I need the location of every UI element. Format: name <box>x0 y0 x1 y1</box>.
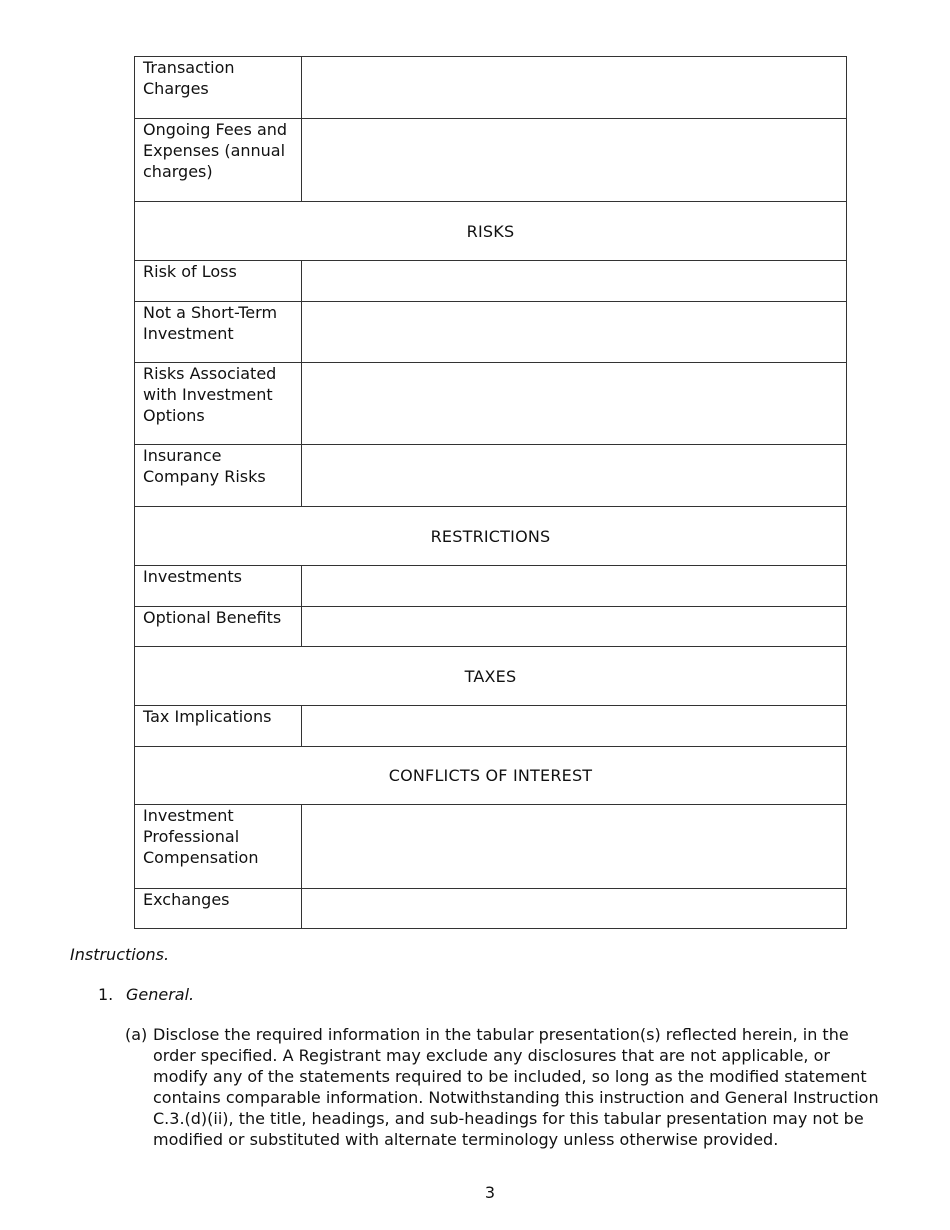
general-title: General. <box>126 985 195 1004</box>
table-row <box>135 805 847 889</box>
table-row <box>135 445 847 507</box>
general-instruction-item <box>98 984 194 1006</box>
row-content-cell <box>302 566 847 607</box>
table-row <box>135 706 847 747</box>
table-row <box>135 889 847 929</box>
table-row <box>135 57 847 119</box>
section-row <box>135 202 847 261</box>
table-row <box>135 261 847 302</box>
section-heading-restrictions: RESTRICTIONS <box>135 507 847 566</box>
disclosure-table <box>134 56 847 929</box>
table-row <box>135 119 847 202</box>
row-content-cell <box>302 706 847 747</box>
page-number: 3 <box>484 1183 496 1202</box>
row-label-optional-benefits: Optional Benefits <box>135 607 302 647</box>
table-row <box>135 302 847 363</box>
row-label-transaction-charges: Transaction Charges <box>135 57 302 119</box>
row-label-short-term: Not a Short-Term Investment <box>135 302 302 363</box>
row-content-cell <box>302 261 847 302</box>
table-row <box>135 363 847 445</box>
row-label-investments: Investments <box>135 566 302 607</box>
section-heading-risks: RISKS <box>135 202 847 261</box>
row-content-cell <box>302 57 847 119</box>
paragraph-marker: (a) <box>125 1025 148 1044</box>
section-row <box>135 507 847 566</box>
section-row <box>135 747 847 805</box>
row-content-cell <box>302 889 847 929</box>
row-content-cell <box>302 805 847 889</box>
table-row <box>135 607 847 647</box>
paragraph-text: Disclose the required information in the tabular presentation(s) reflected herein, in the order specified. A Registrant may exclude any disclosures that are not applicable, or modify any of the statements required to be included, so long as the modified statement contains comparable information. Notwithstanding this instruction and General Instruction C.3.(d)(ii), the title, headings, and sub-headings for this tabular presentation may not be modified or substituted with alternate terminology unless otherwise provided. <box>153 1025 879 1149</box>
row-content-cell <box>302 445 847 507</box>
instructions-heading: Instructions. <box>70 945 170 964</box>
row-label-risk-of-loss: Risk of Loss <box>135 261 302 302</box>
row-content-cell <box>302 119 847 202</box>
row-label-professional-compensation: Investment Professional Compensation <box>135 805 302 889</box>
section-row <box>135 647 847 706</box>
row-label-exchanges: Exchanges <box>135 889 302 929</box>
row-label-investment-options-risks: Risks Associated with Investment Options <box>135 363 302 445</box>
instruction-paragraph-a <box>125 1024 885 1150</box>
row-label-tax-implications: Tax Implications <box>135 706 302 747</box>
row-label-ongoing-fees: Ongoing Fees and Expenses (annual charges) <box>135 119 302 202</box>
row-content-cell <box>302 363 847 445</box>
row-content-cell <box>302 607 847 647</box>
section-heading-conflicts: CONFLICTS OF INTEREST <box>135 747 847 805</box>
row-content-cell <box>302 302 847 363</box>
row-label-insurance-company-risks: Insurance Company Risks <box>135 445 302 507</box>
section-heading-taxes: TAXES <box>135 647 847 706</box>
table-row <box>135 566 847 607</box>
general-number: 1. <box>98 985 114 1004</box>
